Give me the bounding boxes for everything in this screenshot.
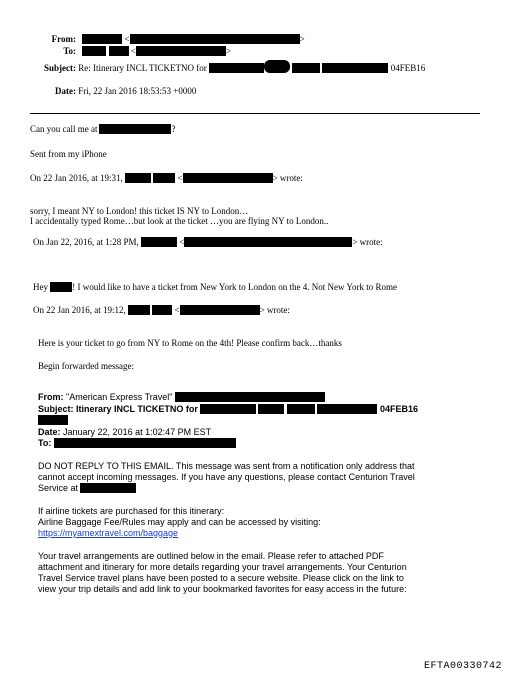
wrote3-suffix: > wrote: — [259, 305, 290, 315]
redaction — [317, 404, 377, 414]
call-me-end: ? — [171, 124, 176, 134]
redaction — [258, 404, 284, 414]
redaction — [141, 237, 177, 247]
redaction — [38, 415, 68, 425]
fwd-date-label: Date: — [38, 427, 61, 437]
header-date-row — [20, 86, 196, 97]
redaction — [153, 173, 175, 183]
redaction — [109, 46, 129, 56]
redaction — [209, 63, 264, 73]
wrote1-line — [30, 173, 303, 184]
call-me-text: Can you call me at — [30, 124, 98, 134]
arrangements-line-3: Travel Service travel plans have been posted to a secure website. Please click on the link to — [38, 573, 404, 583]
redaction — [128, 305, 150, 315]
angle-open: < — [124, 34, 130, 44]
sent-from-line: Sent from my iPhone — [30, 149, 107, 159]
angle-close: > — [299, 34, 305, 44]
header-to-row — [40, 46, 231, 57]
redaction — [125, 173, 151, 183]
redaction — [152, 305, 172, 315]
subject-date-code: 04FEB16 — [390, 63, 426, 73]
redaction — [264, 60, 290, 73]
angle-open: < — [179, 237, 185, 247]
notice-line-2: cannot accept incoming messages. If you have any questions, please contact Centurion Travel — [38, 472, 415, 482]
redaction — [322, 63, 388, 73]
fwd-date-value: January 22, 2016 at 1:02:47 PM EST — [63, 427, 212, 437]
fwd-subject-overflow — [38, 415, 68, 426]
service-at-text: Service at — [38, 483, 79, 493]
angle-open: < — [177, 173, 183, 183]
redaction — [175, 392, 325, 402]
fwd-date-row — [38, 427, 211, 438]
redaction — [130, 34, 300, 44]
fwd-from-label: From: — [38, 392, 64, 402]
fwd-to-row — [38, 438, 236, 449]
hey-line — [33, 282, 397, 293]
angle-open: < — [174, 305, 180, 315]
sorry-line-2: I accidentally typed Rome…but look at the ticket …you are flying NY to London.. — [30, 216, 329, 226]
wrote2-suffix: > wrote: — [352, 237, 383, 247]
wrote2-line — [33, 237, 383, 248]
arrangements-line-1: Your travel arrangements are outlined below in the email. Please refer to attached PDF — [38, 551, 384, 561]
fwd-subject-date-code: 04FEB16 — [379, 404, 418, 414]
baggage-link[interactable]: https://myamextravel.com/baggage — [38, 528, 179, 538]
fwd-to-label: To: — [38, 438, 52, 448]
header-from-row — [40, 34, 305, 45]
here-is-line: Here is your ticket to go from NY to Rome on the 4th! Please confirm back…thanks — [38, 338, 342, 348]
redaction — [292, 63, 320, 73]
fwd-from-row — [38, 392, 325, 403]
date-label: Date: — [55, 86, 76, 96]
wrote3-line — [33, 305, 290, 316]
wrote1-suffix: > wrote: — [272, 173, 303, 183]
fwd-subject-row — [38, 404, 418, 415]
call-me-line — [30, 124, 175, 135]
sorry-line-1: sorry, I meant NY to London! this ticket IS NY to London… — [30, 206, 249, 216]
fwd-subject-text: Itinerary INCL TICKETNO for — [76, 404, 198, 414]
angle-open: < — [130, 46, 136, 56]
notice-line-3 — [38, 483, 136, 494]
redaction — [50, 282, 72, 292]
redaction — [54, 438, 236, 448]
wrote3-prefix: On 22 Jan 2016, at 19:12, — [33, 305, 126, 315]
wrote1-prefix: On 22 Jan 2016, at 19:31, — [30, 173, 123, 183]
fwd-subject-label: Subject: — [38, 404, 74, 414]
redaction — [80, 483, 136, 493]
hey-text: Hey — [33, 282, 48, 292]
baggage-line-2: Airline Baggage Fee/Rules may apply and can be accessed by visiting: — [38, 517, 321, 527]
redaction — [287, 404, 315, 414]
redaction — [99, 124, 171, 134]
wrote2-prefix: On Jan 22, 2016, at 1:28 PM, — [33, 237, 139, 247]
redaction — [184, 237, 352, 247]
redaction — [136, 46, 226, 56]
angle-close: > — [225, 46, 231, 56]
hey-rest: ! I would like to have a ticket from New York to London on the 4. Not New York to Rome — [72, 282, 397, 292]
to-label: To: — [63, 46, 76, 56]
redaction — [180, 305, 260, 315]
date-value: Fri, 22 Jan 2016 18:53:53 +0000 — [78, 86, 197, 96]
begin-forwarded-line: Begin forwarded message: — [38, 361, 134, 371]
redaction — [82, 46, 106, 56]
header-divider — [30, 113, 480, 114]
arrangements-line-2: attachment and itinerary for more details regarding your travel arrangements. Your Centurion — [38, 562, 407, 572]
baggage-line-1: If airline tickets are purchased for this itinerary: — [38, 506, 225, 516]
redaction — [183, 173, 273, 183]
arrangements-line-4: view your trip details and add link to your bookmarked favorites for easy access in the future: — [38, 584, 407, 594]
header-subject-row — [20, 60, 425, 74]
redaction — [82, 34, 122, 44]
redaction — [200, 404, 256, 414]
subject-text: Re: Itinerary INCL TICKETNO for — [78, 63, 207, 73]
subject-label: Subject: — [44, 63, 76, 73]
notice-line-1: DO NOT REPLY TO THIS EMAIL. This message was sent from a notification only address that — [38, 461, 415, 471]
from-label: From: — [51, 34, 76, 44]
fwd-from-value: "American Express Travel" — [66, 392, 173, 402]
document-id: EFTA00330742 — [424, 661, 503, 672]
